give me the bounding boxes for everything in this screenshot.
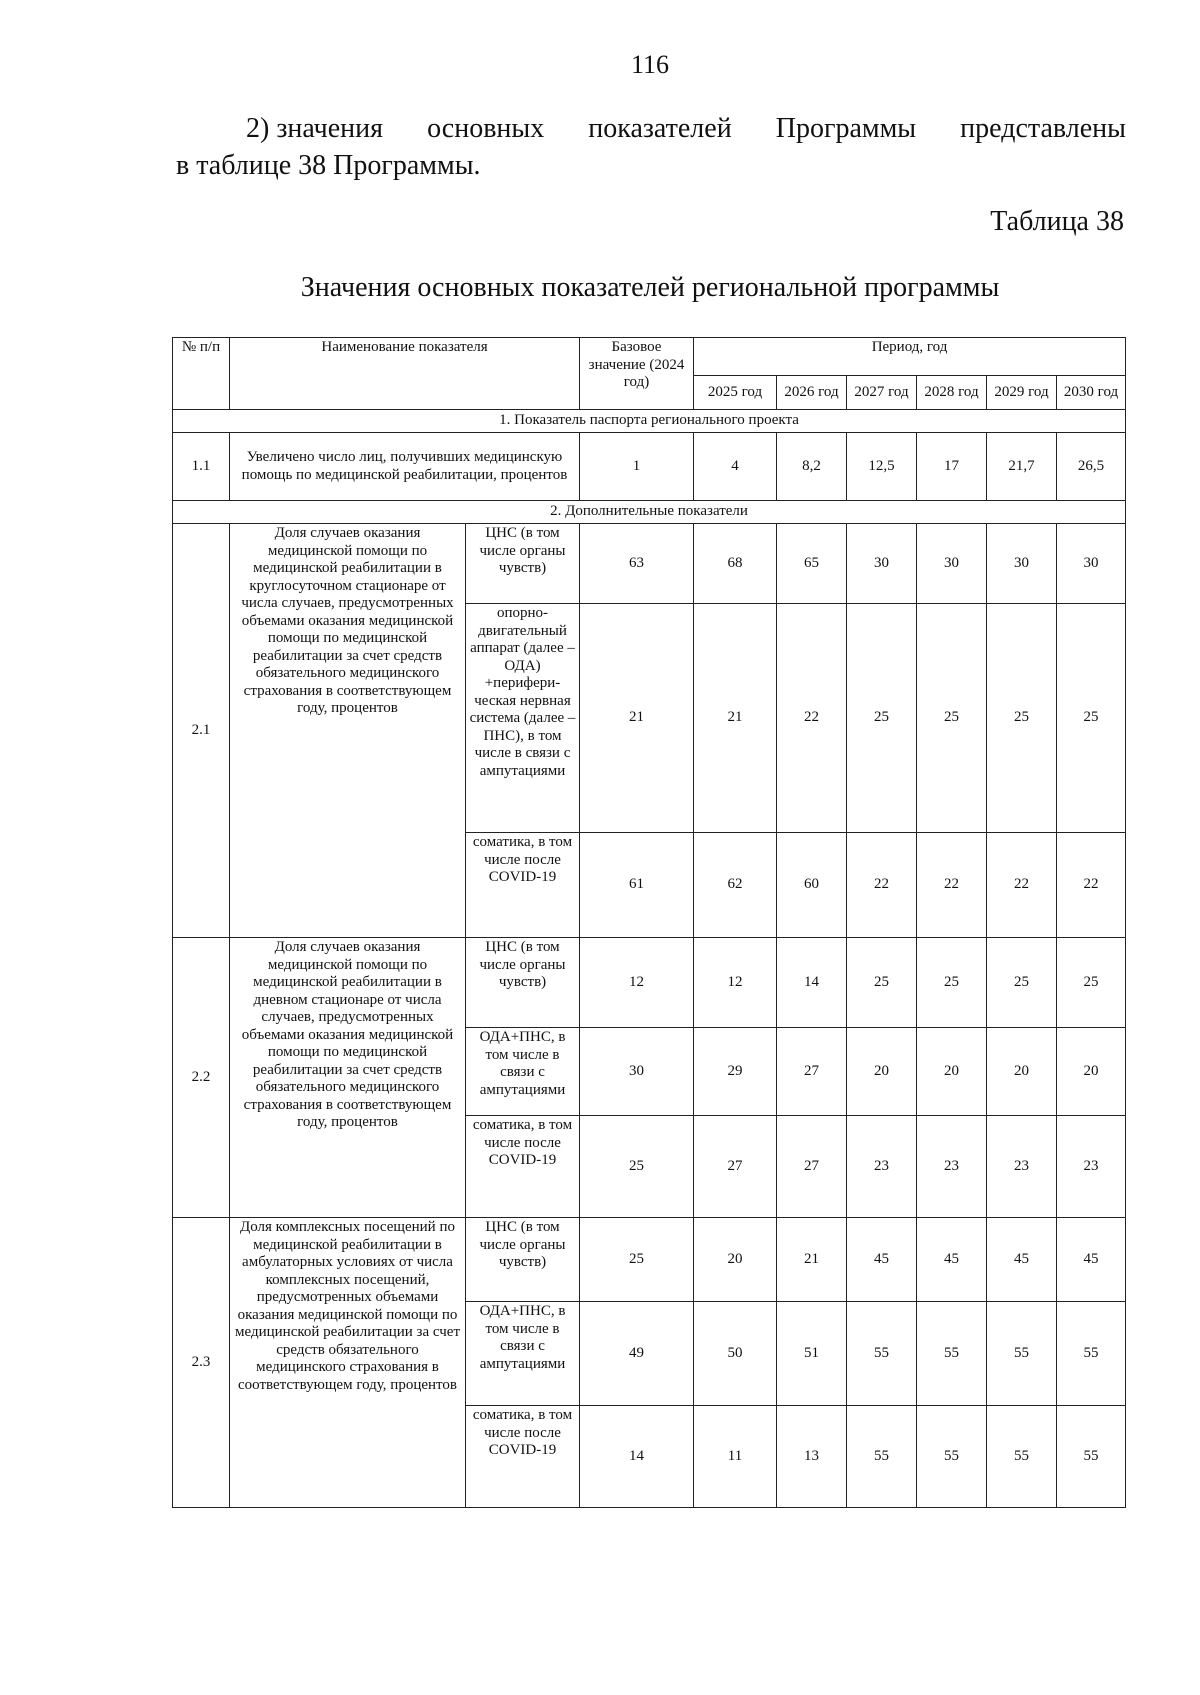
year-value: 27 [777, 1116, 847, 1218]
indicators-table [172, 337, 1126, 1508]
row-subcategory: соматика, в том числе после COVID-19 [466, 833, 580, 938]
year-value: 14 [777, 938, 847, 1028]
year-value: 25 [917, 938, 987, 1028]
year-value: 23 [847, 1116, 917, 1218]
year-value: 55 [1057, 1406, 1126, 1508]
base-value: 63 [580, 524, 694, 604]
year-value: 20 [917, 1028, 987, 1116]
year-value: 21 [694, 604, 777, 833]
year-value: 27 [777, 1028, 847, 1116]
year-value: 8,2 [777, 433, 847, 501]
year-value: 30 [1057, 524, 1126, 604]
year-value: 22 [847, 833, 917, 938]
row-name: Доля случаев оказания медицинской помощи по медицинской реабилитации в круглосуточном стационаре от числа случаев, предусмотренных объемами оказания медицинской помощи по медицинской реабилитации за счет средств обязательного медицинского страхования в соответствующем году, процентов [230, 524, 466, 938]
row-name: Увеличено число лиц, получивших медицинскую помощь по медицинской реабилитации, процентов [230, 433, 580, 501]
row-subcategory: ЦНС (в том числе органы чувств) [466, 1218, 580, 1302]
year-value: 55 [1057, 1302, 1126, 1406]
base-value: 12 [580, 938, 694, 1028]
year-value: 26,5 [1057, 433, 1126, 501]
header-name: Наименование показателя [230, 338, 580, 410]
intro-line-2: в таблице 38 Программы. [176, 150, 481, 181]
page-number: 116 [630, 50, 670, 79]
year-value: 11 [694, 1406, 777, 1508]
base-value: 25 [580, 1218, 694, 1302]
year-value: 20 [847, 1028, 917, 1116]
header-base: Базовое значение (2024 год) [580, 338, 694, 410]
year-value: 4 [694, 433, 777, 501]
row-num: 1.1 [173, 433, 230, 501]
table-title: Значения основных показателей региональной программы [300, 272, 1000, 303]
year-value: 17 [917, 433, 987, 501]
row-subcategory: соматика, в том числе после COVID-19 [466, 1116, 580, 1218]
row-subcategory: ЦНС (в том числе органы чувств) [466, 938, 580, 1028]
year-value: 25 [987, 604, 1057, 833]
year-value: 27 [694, 1116, 777, 1218]
header-year: 2028 год [917, 376, 987, 410]
year-value: 30 [917, 524, 987, 604]
year-value: 25 [847, 938, 917, 1028]
year-value: 13 [777, 1406, 847, 1508]
year-value: 23 [987, 1116, 1057, 1218]
header-year: 2026 год [777, 376, 847, 410]
year-value: 45 [917, 1218, 987, 1302]
intro-word: основных [427, 113, 545, 144]
header-year: 2030 год [1057, 376, 1126, 410]
year-value: 45 [847, 1218, 917, 1302]
table-row [173, 1218, 1126, 1302]
row-subcategory: ЦНС (в том числе органы чувств) [466, 524, 580, 604]
base-value: 49 [580, 1302, 694, 1406]
year-value: 30 [987, 524, 1057, 604]
section-2-title: 2. Дополнительные показатели [173, 501, 1126, 524]
header-year: 2025 год [694, 376, 777, 410]
year-value: 25 [1057, 604, 1126, 833]
year-value: 55 [917, 1302, 987, 1406]
row-subcategory: опорно-двигательный аппарат (далее – ОДА) +перифери-ческая нервная система (далее – ПНС), в том числе в связи с ампутациями [466, 604, 580, 833]
base-value: 1 [580, 433, 694, 501]
year-value: 12 [694, 938, 777, 1028]
year-value: 55 [847, 1406, 917, 1508]
year-value: 23 [1057, 1116, 1126, 1218]
year-value: 45 [1057, 1218, 1126, 1302]
year-value: 55 [847, 1302, 917, 1406]
section-1-title: 1. Показатель паспорта регионального проекта [173, 410, 1126, 433]
base-value: 61 [580, 833, 694, 938]
year-value: 68 [694, 524, 777, 604]
header-year: 2029 год [987, 376, 1057, 410]
header-year: 2027 год [847, 376, 917, 410]
base-value: 30 [580, 1028, 694, 1116]
year-value: 45 [987, 1218, 1057, 1302]
row-num: 2.2 [173, 938, 230, 1218]
year-value: 22 [917, 833, 987, 938]
header-num: № п/п [173, 338, 230, 410]
year-value: 21,7 [987, 433, 1057, 501]
year-value: 23 [917, 1116, 987, 1218]
year-value: 55 [987, 1406, 1057, 1508]
year-value: 55 [987, 1302, 1057, 1406]
year-value: 22 [777, 604, 847, 833]
base-value: 14 [580, 1406, 694, 1508]
year-value: 20 [1057, 1028, 1126, 1116]
row-subcategory: соматика, в том числе после COVID-19 [466, 1406, 580, 1508]
year-value: 25 [1057, 938, 1126, 1028]
row-num: 2.3 [173, 1218, 230, 1508]
row-subcategory: ОДА+ПНС, в том числе в связи с ампутациями [466, 1028, 580, 1116]
year-value: 29 [694, 1028, 777, 1116]
intro-paragraph [176, 110, 1126, 184]
year-value: 21 [777, 1218, 847, 1302]
year-value: 25 [917, 604, 987, 833]
table-row [173, 524, 1126, 604]
row-subcategory: ОДА+ПНС, в том числе в связи с ампутациями [466, 1302, 580, 1406]
row-name: Доля случаев оказания медицинской помощи по медицинской реабилитации в дневном стационаре от числа случаев, предусмотренных объемами оказания медицинской помощи по медицинской реабилитации за счет средств обязательного медицинского страхования в соответствующем году, процентов [230, 938, 466, 1218]
row-num: 2.1 [173, 524, 230, 938]
intro-word: Программы [775, 113, 917, 144]
year-value: 12,5 [847, 433, 917, 501]
header-period: Период, год [694, 338, 1126, 376]
year-value: 20 [694, 1218, 777, 1302]
year-value: 60 [777, 833, 847, 938]
year-value: 62 [694, 833, 777, 938]
table-row [173, 938, 1126, 1028]
year-value: 22 [1057, 833, 1126, 938]
table-row [173, 433, 1126, 501]
year-value: 22 [987, 833, 1057, 938]
intro-word: 2) значения [246, 113, 384, 144]
table-label: Таблица 38 [990, 206, 1124, 237]
base-value: 21 [580, 604, 694, 833]
base-value: 25 [580, 1116, 694, 1218]
year-value: 51 [777, 1302, 847, 1406]
year-value: 25 [847, 604, 917, 833]
year-value: 50 [694, 1302, 777, 1406]
intro-line-1 [176, 110, 1126, 147]
row-name: Доля комплексных посещений по медицинской реабилитации в амбулаторных условиях от числа комплексных посещений, предусмотренных объемами оказания медицинской помощи по медицинской реабилитации за счет средств обязательного медицинского страхования в соответствующем году, процентов [230, 1218, 466, 1508]
year-value: 30 [847, 524, 917, 604]
year-value: 25 [987, 938, 1057, 1028]
year-value: 55 [917, 1406, 987, 1508]
year-value: 65 [777, 524, 847, 604]
intro-word: показателей [588, 113, 732, 144]
intro-word: представлены [960, 113, 1126, 144]
year-value: 20 [987, 1028, 1057, 1116]
